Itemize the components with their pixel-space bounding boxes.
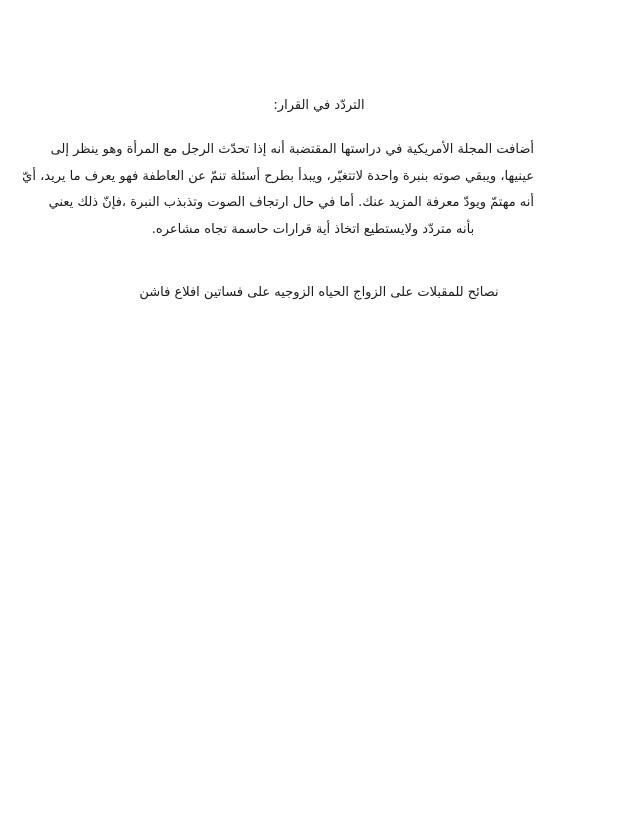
body-paragraph (22, 137, 534, 243)
paragraph-line-3: أنه مهتمّ ويودّ معرفة المزيد عنك. أما في حال ارتجاف الصوت وتذبذب النبرة ،فإنّ ذلك يعني (48, 195, 534, 210)
paragraph-line-2: عينيها، ويبقي صوته بنبرة واحدة لاتتغيّر، ويبدأ بطرح أسئلة تنمّ عن العاطفة فهو يعرف ما يريد، أيّ (22, 168, 534, 184)
section-heading: التردّد في القرار: (273, 98, 365, 113)
paragraph-line-1: أضافت المجلة الأمريكية في دراستها المقتضبة أنه إذا تحدّث الرجل مع المرأة وهو ينظر إلى (50, 142, 534, 157)
footer-caption: نصائح للمقبلات على الزواج الحياه الزوجيه على فساتين افلاع فاشن (139, 285, 499, 300)
paragraph-line-4: بأنه متردّد ولايستطيع اتخاذ أية قرارات حاسمة تجاه مشاعره. (151, 221, 475, 237)
